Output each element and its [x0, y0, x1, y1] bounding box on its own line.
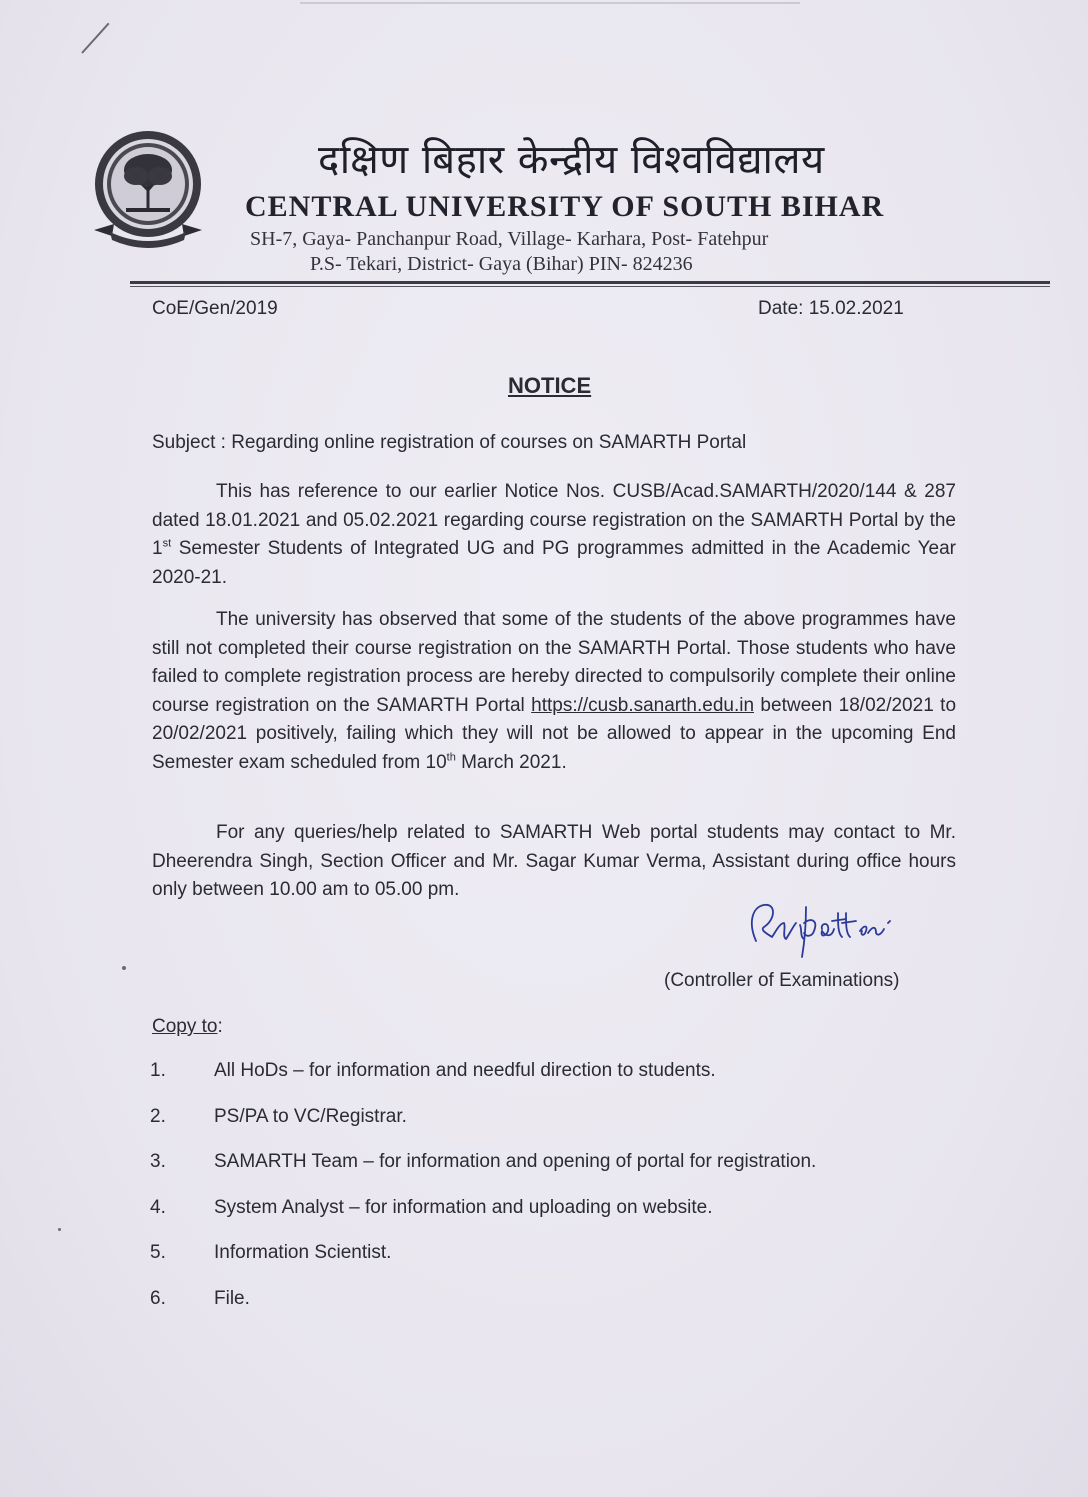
- reference-number: CoE/Gen/2019: [152, 298, 278, 319]
- header-divider-thin: [130, 286, 1050, 287]
- list-item: 1. All HoDs – for information and needful direction to students.: [150, 1060, 716, 1081]
- list-item: 3. SAMARTH Team – for information and opening of portal for registration.: [150, 1151, 817, 1172]
- signatory-designation: (Controller of Examinations): [664, 970, 900, 991]
- scan-speck: [58, 1228, 61, 1231]
- list-item: 6. File.: [150, 1287, 250, 1309]
- scan-speck: [122, 966, 126, 970]
- portal-link[interactable]: https://cusb.sanarth.edu.in: [531, 694, 755, 716]
- address-line-2: P.S- Tekari, District- Gaya (Bihar) PIN- 824236: [310, 253, 693, 275]
- notice-subject: Subject : Regarding online registration of courses on SAMARTH Portal: [152, 432, 747, 453]
- university-name-english: CENTRAL UNIVERSITY OF SOUTH BIHAR: [245, 190, 885, 223]
- signature: [742, 893, 932, 963]
- paragraph-contact: For any queries/help related to SAMARTH Web portal students may contact to Mr. Dheerendra Singh, Section Officer and Mr. Sagar Kumar Verma, Assistant during office hours only between 10.00 am to 05.00 pm.: [152, 822, 956, 900]
- scan-edge-mark: [300, 2, 800, 4]
- notice-date: Date: 15.02.2021: [758, 298, 904, 319]
- pen-stroke-mark: [81, 23, 109, 54]
- copy-to-list: [150, 1060, 816, 1333]
- copy-to-heading: Copy to:: [152, 1016, 223, 1037]
- notice-title: NOTICE: [508, 373, 592, 398]
- university-name-hindi: दक्षिण बिहार केन्द्रीय विश्वविद्यालय: [318, 137, 825, 183]
- list-item: 4. System Analyst – for information and uploading on website.: [150, 1196, 713, 1218]
- list-item: 5. Information Scientist.: [150, 1242, 392, 1263]
- paragraph-directive: The university has observed that some of the students of the above programmes have still not completed their course registration on the SAMARTH Portal. Those students who have failed to complete registration process are hereby directed to compulsorily complete their online course registration on the SAMARTH Portal https://cusb.sanarth.edu.in between 18/02/2021 to 20/02/2021 positively, failing which they will not be allowed to appear in the upcoming End Semester exam scheduled from 10th March 2021.: [152, 609, 957, 773]
- list-item: 2. PS/PA to VC/Registrar.: [150, 1105, 407, 1127]
- university-seal-icon: [92, 128, 204, 252]
- header-divider: [130, 281, 1050, 284]
- paragraph-reference: This has reference to our earlier Notice Nos. CUSB/Acad.SAMARTH/2020/144 & 287 dated 18.01.2021 and 05.02.2021 regarding course registration on the SAMARTH Portal by the 1st Semester Students of Integrated UG and PG programmes admitted in the Academic Year 2020-21.: [152, 481, 956, 588]
- address-line-1: SH-7, Gaya- Panchanpur Road, Village- Karhara, Post- Fatehpur: [250, 228, 769, 250]
